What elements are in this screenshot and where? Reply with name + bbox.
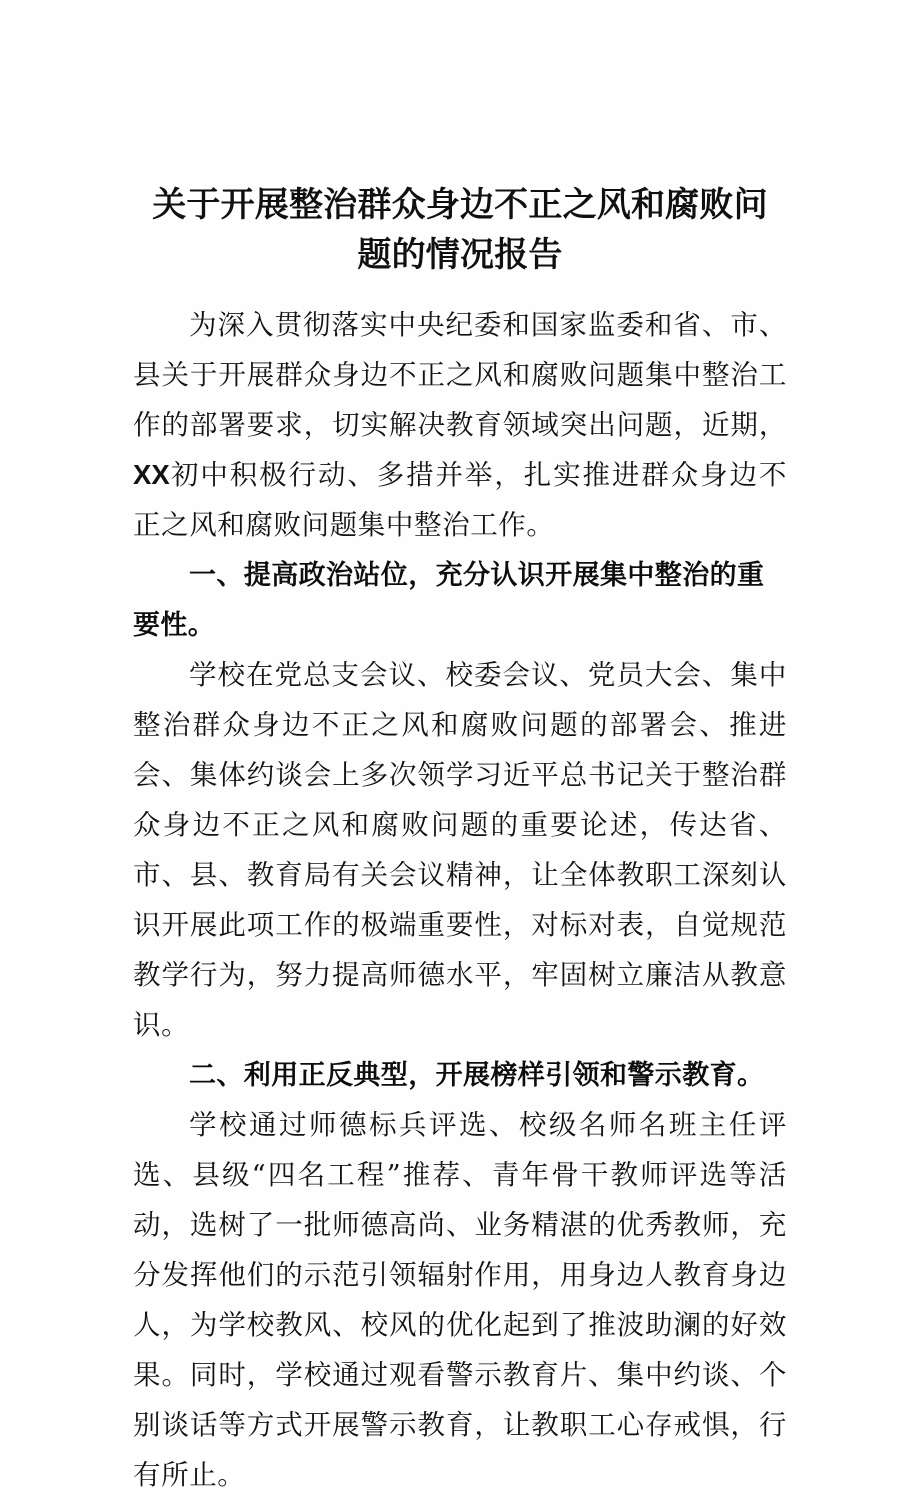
section-heading-2: 二、利用正反典型，开展榜样引领和警示教育。	[189, 1060, 765, 1090]
paragraph-section-2-body: 学校通过师德标兵评选、校级名师名班主任评选、县级“四名工程”推荐、青年骨干教师评选等活动，选树了一批师德高尚、业务精湛的优秀教师，充分发挥他们的示范引领辐射作用，用身边人教育身边人，为学校教风、校风的优化起到了推波助澜的好效果。同时，学校通过观看警示教育片、集中约谈、个别谈话等方式开展警示教育，让教职工心存戒惧，行有所止。	[133, 1109, 787, 1491]
paragraph-section-1-body: 学校在党总支会议、校委会议、党员大会、集中整治群众身边不正之风和腐败问题的部署会、推进会、集体约谈会上多次领学习近平总书记关于整治群众身边不正之风和腐败问题的重要论述，传达省、市、县、教育局有关会议精神，让全体教职工深刻认识开展此项工作的极端重要性，对标对表，自觉规范教学行为，努力提高师德水平，牢固树立廉洁从教意识。	[133, 659, 787, 1041]
intro-text-before-emph: 为深入贯彻落实中央纪委和国家监委和省、市、县关于开展群众身边不正之风和腐败问题集中整治工作的部署要求，切实解决教育领域突出问题，近期，	[133, 309, 787, 441]
intro-text-after-emph: 初中积极行动、多措并举，扎实推进群众身边不正之风和腐败问题集中整治工作。	[133, 459, 787, 541]
section-heading-1: 一、提高政治站位，充分认识开展集中整治的重要性。	[133, 560, 765, 640]
page-title	[133, 180, 787, 280]
document-body	[133, 300, 787, 1500]
redacted-school-name: XX	[133, 459, 170, 490]
page-title-line-2: 题的情况报告	[357, 235, 563, 274]
page-title-line-1: 关于开展整治群众身边不正之风和腐败问	[152, 185, 768, 224]
paragraph-intro	[133, 300, 787, 550]
